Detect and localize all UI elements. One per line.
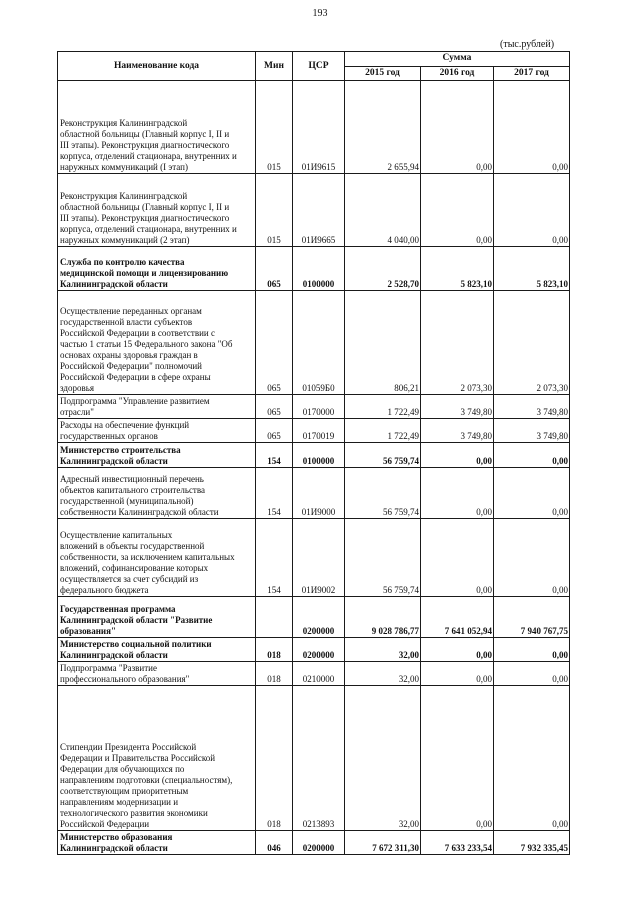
- row-name: Адресный инвестиционный перечень объектов капитального строительства государственной (муниципальной) собственности Калининградской области: [58, 468, 256, 519]
- row-csr: 01И9665: [293, 174, 345, 247]
- table-row: [58, 662, 570, 686]
- row-name: Подпрограмма "Развитие профессионального образования": [58, 662, 256, 686]
- row-csr: 01И9002: [293, 519, 345, 597]
- table-row: [58, 174, 570, 247]
- table-row: [58, 468, 570, 519]
- row-csr: 0100000: [293, 443, 345, 468]
- row-value-2015: 2 655,94: [345, 81, 421, 174]
- row-value-2015: 32,00: [345, 638, 421, 662]
- row-value-2017: 0,00: [494, 174, 570, 247]
- row-csr: 0100000: [293, 247, 345, 291]
- row-csr: 01И9000: [293, 468, 345, 519]
- row-csr: 0213893: [293, 686, 345, 831]
- table-row: [58, 291, 570, 395]
- row-name: Подпрограмма "Управление развитием отрасли": [58, 395, 256, 419]
- table-row: [58, 638, 570, 662]
- table-row: [58, 597, 570, 638]
- row-min: 018: [256, 662, 293, 686]
- table-row: [58, 247, 570, 291]
- row-value-2016: 0,00: [421, 662, 494, 686]
- row-csr: 0210000: [293, 662, 345, 686]
- row-value-2016: 0,00: [421, 686, 494, 831]
- budget-table: [57, 51, 570, 855]
- table-row: [58, 419, 570, 443]
- row-min: 018: [256, 686, 293, 831]
- row-min: 046: [256, 831, 293, 855]
- row-value-2015: 806,21: [345, 291, 421, 395]
- row-min: 065: [256, 247, 293, 291]
- header-sum: Сумма: [345, 52, 570, 67]
- row-value-2017: 0,00: [494, 686, 570, 831]
- row-value-2015: 56 759,74: [345, 468, 421, 519]
- row-value-2016: 0,00: [421, 81, 494, 174]
- row-csr: 0170019: [293, 419, 345, 443]
- row-csr: 0200000: [293, 831, 345, 855]
- page-number: 193: [312, 8, 328, 19]
- row-value-2017: 0,00: [494, 81, 570, 174]
- header-year-2015: 2015 год: [345, 66, 421, 81]
- row-name: Государственная программа Калининградской области "Развитие образования": [58, 597, 256, 638]
- row-value-2016: 0,00: [421, 638, 494, 662]
- units-label: (тыс.рублей): [500, 39, 555, 50]
- row-name: Осуществление переданных органам государственной власти субъектов Российской Федерации в соответствии с частью 1 статьи 15 Федерального закона "Об основах охраны здоровья граждан в Российской Федерации" полномочий Российской Федерации в сфере охраны здоровья: [58, 291, 256, 395]
- row-value-2017: 0,00: [494, 443, 570, 468]
- row-name: Реконструкция Калининградской областной больницы (Главный корпус I, II и III этапы). Реконструкция диагностического корпуса, отделений стационара, внутренних и наружных коммуникаций (I этап): [58, 81, 256, 174]
- row-min: 154: [256, 443, 293, 468]
- header-csr: ЦСР: [293, 52, 345, 81]
- row-name: Реконструкция Калининградской областной больницы (Главный корпус I, II и III этапы). Реконструкция диагностического корпуса, отделений стационара, внутренних и наружных коммуникаций (2 этап): [58, 174, 256, 247]
- row-value-2016: 0,00: [421, 174, 494, 247]
- table-row: [58, 81, 570, 174]
- row-value-2017: 3 749,80: [494, 419, 570, 443]
- row-name: Министерство социальной политики Калининградской области: [58, 638, 256, 662]
- row-name: Расходы на обеспечение функций государственных органов: [58, 419, 256, 443]
- row-name: Стипендии Президента Российской Федерации и Правительства Российской Федерации для обучающихся по направлениям подготовки (специальностям), соответствующим приоритетным направлениям модернизации и технологического развития экономики Российской Федерации: [58, 686, 256, 831]
- table-row: [58, 686, 570, 831]
- row-min: 154: [256, 468, 293, 519]
- row-value-2017: 5 823,10: [494, 247, 570, 291]
- row-csr: 01И9615: [293, 81, 345, 174]
- row-value-2017: 7 940 767,75: [494, 597, 570, 638]
- row-min: 154: [256, 519, 293, 597]
- row-value-2016: 3 749,80: [421, 395, 494, 419]
- row-value-2017: 0,00: [494, 638, 570, 662]
- row-csr: 0200000: [293, 597, 345, 638]
- row-value-2015: 56 759,74: [345, 519, 421, 597]
- header-name: Наименование кода: [58, 52, 256, 81]
- row-value-2015: 1 722,49: [345, 419, 421, 443]
- header-min: Мин: [256, 52, 293, 81]
- row-value-2015: 2 528,70: [345, 247, 421, 291]
- row-value-2015: 32,00: [345, 686, 421, 831]
- row-value-2015: 32,00: [345, 662, 421, 686]
- row-value-2015: 1 722,49: [345, 395, 421, 419]
- row-value-2016: 7 633 233,54: [421, 831, 494, 855]
- row-csr: 0170000: [293, 395, 345, 419]
- table-row: [58, 395, 570, 419]
- row-value-2016: 0,00: [421, 468, 494, 519]
- row-value-2015: 56 759,74: [345, 443, 421, 468]
- row-min: 065: [256, 419, 293, 443]
- row-name: Осуществление капитальных вложений в объекты государственной собственности, за исключением капитальных вложений, софинансирование которых осуществляется за счет субсидий из федерального бюджета: [58, 519, 256, 597]
- row-value-2017: 0,00: [494, 468, 570, 519]
- row-value-2015: 7 672 311,30: [345, 831, 421, 855]
- row-value-2016: 3 749,80: [421, 419, 494, 443]
- row-min: 018: [256, 638, 293, 662]
- row-value-2015: 9 028 786,77: [345, 597, 421, 638]
- row-value-2016: 2 073,30: [421, 291, 494, 395]
- table-body: [58, 81, 570, 855]
- row-value-2015: 4 040,00: [345, 174, 421, 247]
- row-value-2016: 7 641 052,94: [421, 597, 494, 638]
- row-csr: 0200000: [293, 638, 345, 662]
- row-min: 065: [256, 291, 293, 395]
- row-value-2017: 2 073,30: [494, 291, 570, 395]
- row-csr: 01059Б0: [293, 291, 345, 395]
- table-row: [58, 831, 570, 855]
- row-value-2016: 0,00: [421, 443, 494, 468]
- row-min: 015: [256, 81, 293, 174]
- row-value-2017: 0,00: [494, 519, 570, 597]
- row-min: 065: [256, 395, 293, 419]
- header-year-2016: 2016 год: [421, 66, 494, 81]
- row-value-2017: 0,00: [494, 662, 570, 686]
- row-value-2017: 7 932 335,45: [494, 831, 570, 855]
- header-year-2017: 2017 год: [494, 66, 570, 81]
- row-value-2016: 0,00: [421, 519, 494, 597]
- row-name: Министерство образования Калининградской области: [58, 831, 256, 855]
- row-value-2016: 5 823,10: [421, 247, 494, 291]
- row-value-2017: 3 749,80: [494, 395, 570, 419]
- row-min: 015: [256, 174, 293, 247]
- table-row: [58, 443, 570, 468]
- row-name: Министерство строительства Калининградской области: [58, 443, 256, 468]
- table-row: [58, 519, 570, 597]
- row-min: [256, 597, 293, 638]
- row-name: Служба по контролю качества медицинской помощи и лицензированию Калининградской области: [58, 247, 256, 291]
